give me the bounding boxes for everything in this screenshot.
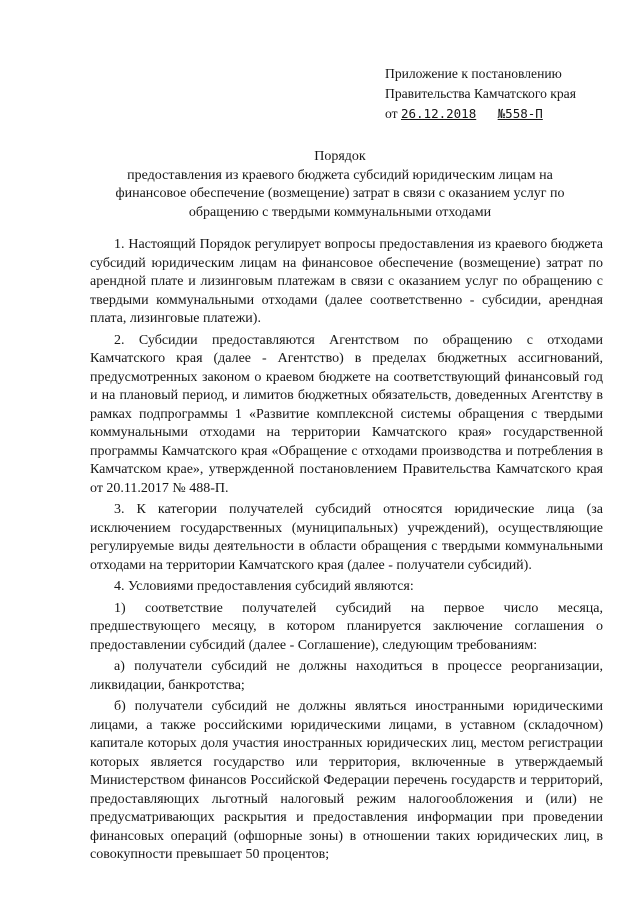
paragraph-4-1-a: а) получатели субсидий не должны находиться в процессе реорганизации, ликвидации, банкротства;: [90, 659, 603, 693]
title-subtitle: предоставления из краевого бюджета субсидий юридическим лицам на финансовое обеспечение (возмещение) затрат в связи с оказанием услуг по обращению с твердыми коммунальными отходами: [115, 167, 565, 220]
annex-header: [385, 64, 625, 124]
annex-date: 26.12.2018: [400, 106, 477, 121]
annex-date-prefix: от: [385, 106, 398, 121]
annex-line-1: Приложение к постановлению: [385, 66, 562, 81]
annex-line-2: Правительства Камчатского края: [385, 86, 576, 101]
document-title: [90, 148, 590, 222]
document-body: [90, 236, 603, 868]
paragraph-1: 1. Настоящий Порядок регулирует вопросы предоставления из краевого бюджета субсидий юридическим лицам на финансовое обеспечение (возмещение) затрат по арендной плате и лизинговым платежам в связи с оказанием услуг по обращению с твердыми коммунальными отходами (далее соответственно - субсидии, арендная плата, лизинговые платежи).: [90, 237, 603, 326]
paragraph-3: 3. К категории получателей субсидий относятся юридические лица (за исключением государственных (муниципальных) учреждений), осуществляющие регулируемые виды деятельности в области обращения с твердыми коммунальными отходами на территории Камчатского края (далее - получатели субсидий).: [90, 502, 603, 573]
annex-date-line: [385, 104, 625, 124]
paragraph-4: 4. Условиями предоставления субсидий являются:: [114, 579, 414, 594]
title-heading: Порядок: [314, 149, 366, 164]
annex-number: №558-П: [497, 106, 543, 121]
paragraph-4-1: 1) соответствие получателей субсидий на первое число месяца, предшествующего месяцу, в котором планируется заключение соглашения о предоставлении субсидий (далее - Соглашение), следующим требованиям:: [90, 600, 603, 653]
paragraph-4-1-b: б) получатели субсидий не должны являться иностранными юридическими лицами, а также российскими юридическими лицами, в уставном (складочном) капитале которых доля участия иностранных юридических лиц, местом регистрации которых является государство или территория, включенные в утверждаемый Министерством финансов Российской Федерации перечень государств и территорий, предоставляющих льготный налоговый режим налогообложения и (или) не предусматривающих раскрытия и предоставления информации при проведении финансовых операций (офшорные зоны) в отношении таких юридических лиц, в совокупности превышает 50 процентов;: [90, 699, 603, 862]
paragraph-2: 2. Субсидии предоставляются Агентством по обращению с отходами Камчатского края (далее - Агентство) в пределах бюджетных ассигнований, предусмотренных законом о краевом бюджете на соответствующий финансовый год и на плановый период, и лимитов бюджетных обязательств, доведенных Агентству в рамках подпрограммы 1 «Развитие комплексной системы обращения с твердыми коммунальными отходами на территории Камчатского края» государственной программы Камчатского края «Обращение с отходами производства и потребления в Камчатском крае», утвержденной постановлением Правительства Камчатского края от 20.11.2017 № 488-П.: [90, 332, 603, 496]
